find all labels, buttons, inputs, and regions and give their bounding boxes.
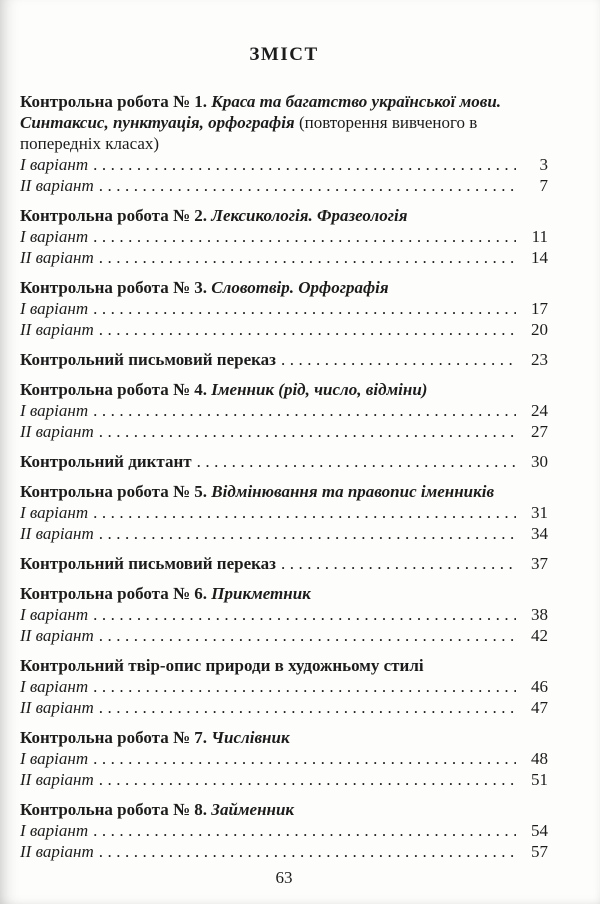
variant-label: II варіант [20,524,94,543]
toc-row [20,349,548,370]
section-heading-italic: Займенник [211,800,295,819]
page-ref: 11 [531,227,548,246]
variant-label: II варіант [20,320,94,339]
toc-row [20,604,548,625]
dot-leader [93,604,516,625]
dot-leader [281,349,516,370]
toc-row [20,820,548,841]
section-heading-bold: Контрольна робота № 4. [20,380,208,399]
toc-row [20,523,548,544]
toc-row [20,247,548,268]
toc-row [20,748,548,769]
section-heading-italic: Числівник [211,728,290,747]
variant-label: I варіант [20,227,89,246]
variant-label: I варіант [20,299,89,318]
page-ref: 27 [531,422,548,441]
toc-section [20,799,548,862]
page-ref: 37 [531,554,548,573]
toc-row [20,451,548,472]
toc-section [20,583,548,646]
toc-row [20,676,548,697]
toc-row [20,553,548,574]
variant-label: II варіант [20,698,94,717]
dot-leader [93,502,516,523]
toc-row [20,502,548,523]
dot-leader [93,400,516,421]
toc-row [20,319,548,340]
section-heading-italic: Відмінювання та правопис іменників [211,482,495,501]
page-ref: 17 [531,299,548,318]
page-ref: 54 [531,821,548,840]
toc-section [20,205,548,268]
variant-label: II варіант [20,248,94,267]
dot-leader [281,553,516,574]
variant-label: II варіант [20,770,94,789]
page-ref: 42 [531,626,548,645]
toc-row [20,175,548,196]
page-ref: 38 [531,605,548,624]
toc-section [20,91,548,196]
variant-label: I варіант [20,749,89,768]
section-heading-bold: Контрольна робота № 8. [20,800,208,819]
variant-label: I варіант [20,401,89,420]
entry-label: Контрольний письмовий переказ [20,554,277,573]
toc-row [20,400,548,421]
dot-leader [99,319,516,340]
dot-leader [93,748,516,769]
variant-label: I варіант [20,503,89,522]
page-ref: 7 [539,176,548,195]
dot-leader [99,421,516,442]
toc-single-entry [20,553,548,574]
entry-label: Контрольний письмовий переказ [20,350,277,369]
dot-leader [99,697,516,718]
variant-label: I варіант [20,155,89,174]
toc-row [20,298,548,319]
section-heading-bold: Контрольна робота № 7. [20,728,208,747]
toc-row [20,697,548,718]
toc-section [20,727,548,790]
toc-row [20,226,548,247]
dot-leader [197,451,516,472]
page-ref: 34 [531,524,548,543]
page-ref: 3 [539,155,548,174]
dot-leader [99,175,516,196]
section-heading [20,379,548,400]
page-ref: 31 [531,503,548,522]
dot-leader [93,298,516,319]
section-heading-bold: Контрольна робота № 2. [20,206,208,225]
page-ref: 57 [531,842,548,861]
page-ref: 51 [531,770,548,789]
section-heading [20,205,548,226]
variant-label: II варіант [20,176,94,195]
page-title: ЗМІСТ [249,44,319,65]
toc-row [20,154,548,175]
page-ref: 24 [531,401,548,420]
toc-row [20,769,548,790]
page-ref: 20 [531,320,548,339]
page-ref: 47 [531,698,548,717]
section-heading-bold: Контрольний твір-опис природи в художньому стилі [20,656,424,675]
page-ref: 48 [531,749,548,768]
section-heading-italic: Лексикологія. Фразеологія [211,206,408,225]
toc-row [20,625,548,646]
toc-section [20,655,548,718]
toc-section [20,481,548,544]
variant-label: I варіант [20,821,89,840]
page-ref: 14 [531,248,548,267]
section-heading-italic: Іменник (рід, число, відміни) [211,380,428,399]
variant-label: II варіант [20,422,94,441]
dot-leader [93,226,516,247]
dot-leader [93,154,516,175]
toc-single-entry [20,451,548,472]
dot-leader [99,523,516,544]
variant-label: I варіант [20,677,89,696]
toc-row [20,841,548,862]
toc-section [20,379,548,442]
dot-leader [93,676,516,697]
dot-leader [93,820,516,841]
section-heading-italic: Прикметник [211,584,311,603]
section-heading [20,277,548,298]
toc-single-entry [20,349,548,370]
toc-section [20,277,548,340]
section-heading [20,727,548,748]
section-heading [20,481,548,502]
toc-row [20,421,548,442]
section-heading-bold: Контрольна робота № 5. [20,482,208,501]
dot-leader [99,247,516,268]
section-heading [20,583,548,604]
variant-label: II варіант [20,626,94,645]
variant-label: I варіант [20,605,89,624]
section-heading-italic: Краса та багатство української мови. Синтаксис, пунктуація, орфографія [20,92,502,132]
entry-label: Контрольний диктант [20,452,192,471]
dot-leader [99,841,516,862]
section-heading [20,655,548,676]
page-ref: 46 [531,677,548,696]
section-heading-note: (повторення вивченого в попередніх класах) [20,113,478,153]
page-ref: 30 [531,452,548,471]
footer-page-number: 63 [275,868,293,887]
dot-leader [99,769,516,790]
section-heading-bold: Контрольна робота № 6. [20,584,208,603]
section-heading [20,91,548,154]
variant-label: II варіант [20,842,94,861]
section-heading [20,799,548,820]
dot-leader [99,625,516,646]
section-heading-bold: Контрольна робота № 3. [20,278,208,297]
section-heading-bold: Контрольна робота № 1. [20,92,208,111]
page-ref: 23 [531,350,548,369]
section-heading-italic: Словотвір. Орфографія [211,278,389,297]
